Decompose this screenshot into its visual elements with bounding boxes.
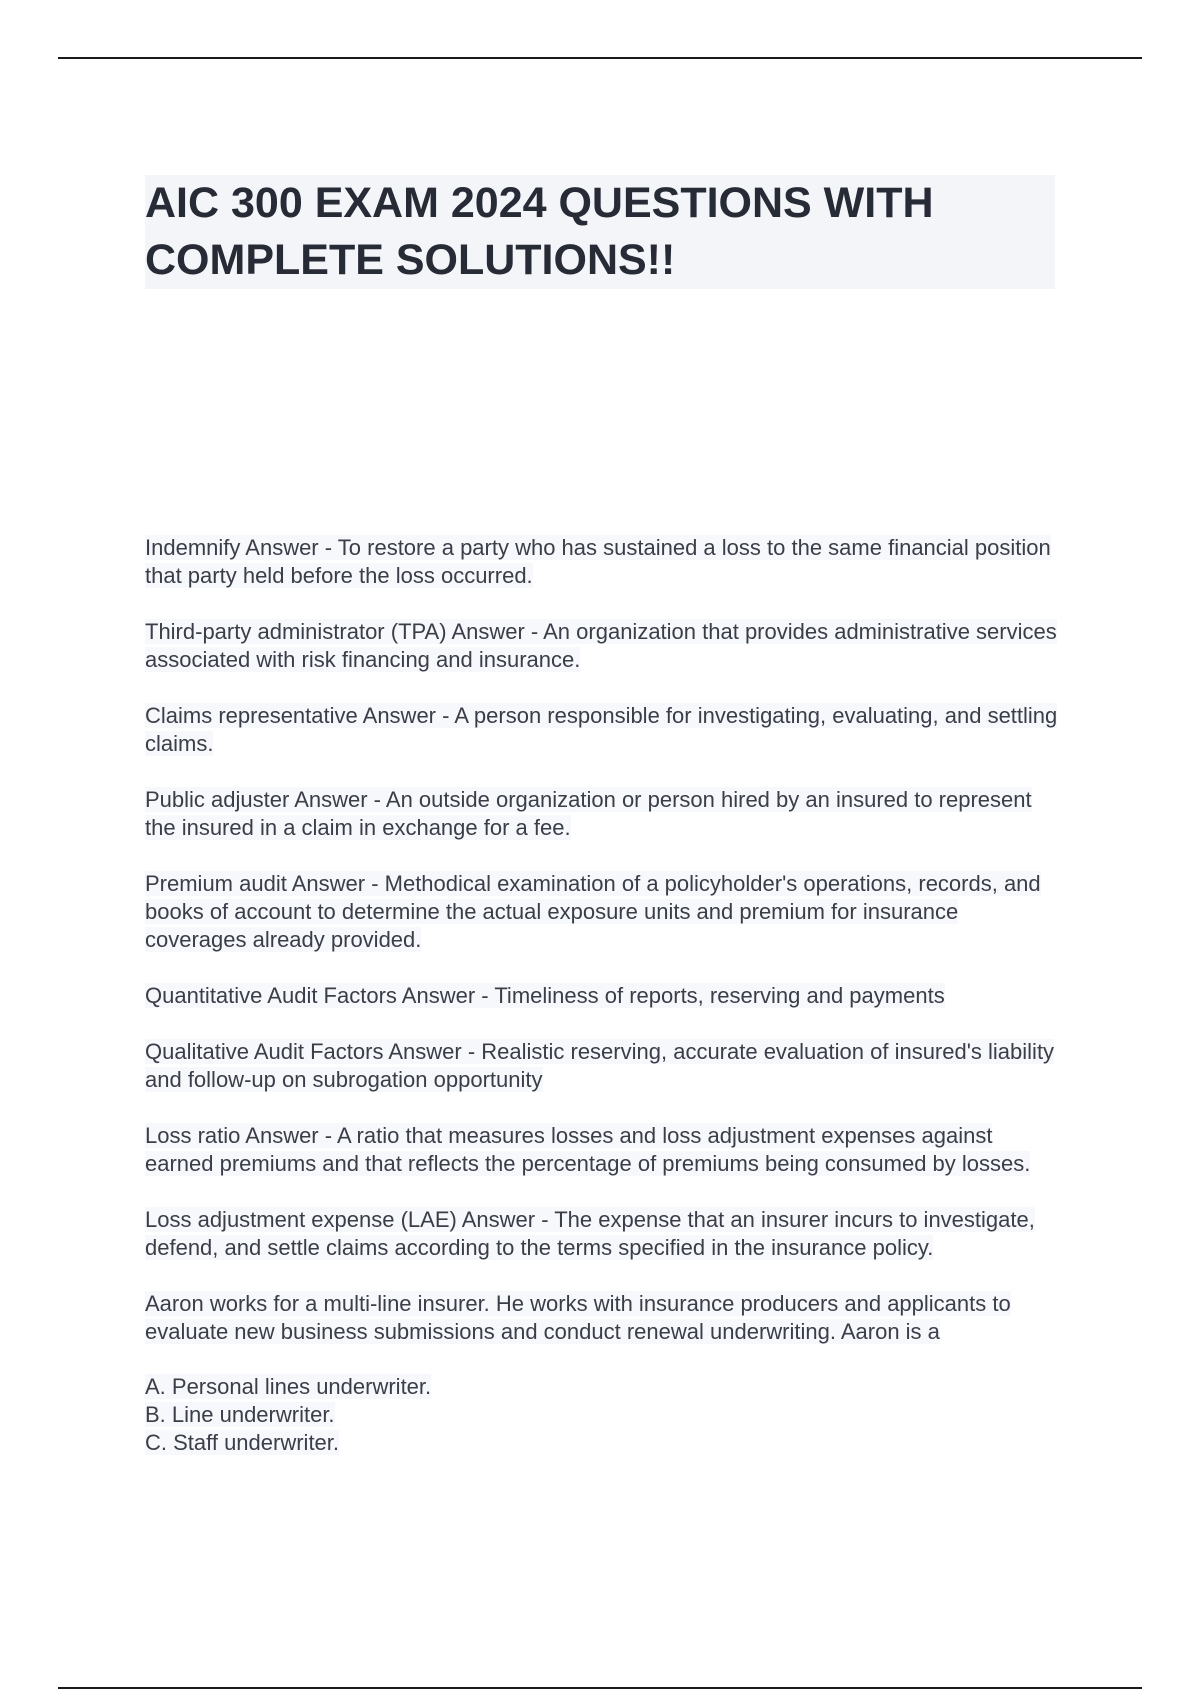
entry-third-party-administrator: Third-party administrator (TPA) Answer - An organization that provides administrative services associated with risk financing and insurance. xyxy=(145,619,1057,672)
header-rule xyxy=(58,57,1142,59)
entry-quantitative-audit-factors: Quantitative Audit Factors Answer - Timeliness of reports, reserving and payments xyxy=(145,983,945,1008)
footer-rule xyxy=(58,1687,1142,1689)
entry-claims-representative: Claims representative Answer - A person responsible for investigating, evaluating, and settling claims. xyxy=(145,703,1058,756)
option-b: B. Line underwriter. xyxy=(145,1402,335,1427)
entry-indemnify: Indemnify Answer - To restore a party who has sustained a loss to the same financial position that party held before the loss occurred. xyxy=(145,535,1051,588)
entry-qualitative-audit-factors: Qualitative Audit Factors Answer - Realistic reserving, accurate evaluation of insured's liability and follow-up on subrogation opportunity xyxy=(145,1039,1055,1092)
document-title: AIC 300 EXAM 2024 QUESTIONS WITH COMPLETE SOLUTIONS!! xyxy=(145,175,1055,289)
option-c: C. Staff underwriter. xyxy=(145,1430,340,1455)
option-a: A. Personal lines underwriter. xyxy=(145,1374,432,1399)
question-aaron: Aaron works for a multi-line insurer. He works with insurance producers and applicants to evaluate new business submissions and conduct renewal underwriting. Aaron is a xyxy=(145,1291,1011,1344)
entry-loss-adjustment-expense: Loss adjustment expense (LAE) Answer - The expense that an insurer incurs to investigate, defend, and settle claims according to the terms specified in the insurance policy. xyxy=(145,1207,1035,1260)
entry-public-adjuster: Public adjuster Answer - An outside organization or person hired by an insured to represent the insured in a claim in exchange for a fee. xyxy=(145,787,1032,840)
entry-loss-ratio: Loss ratio Answer - A ratio that measures losses and loss adjustment expenses against earned premiums and that reflects the percentage of premiums being consumed by losses. xyxy=(145,1123,1031,1176)
answer-options xyxy=(145,1373,1065,1457)
entry-premium-audit: Premium audit Answer - Methodical examination of a policyholder's operations, records, and books of account to determine the actual exposure units and premium for insurance coverages already provided. xyxy=(145,871,1041,952)
document-body xyxy=(145,534,1065,1457)
